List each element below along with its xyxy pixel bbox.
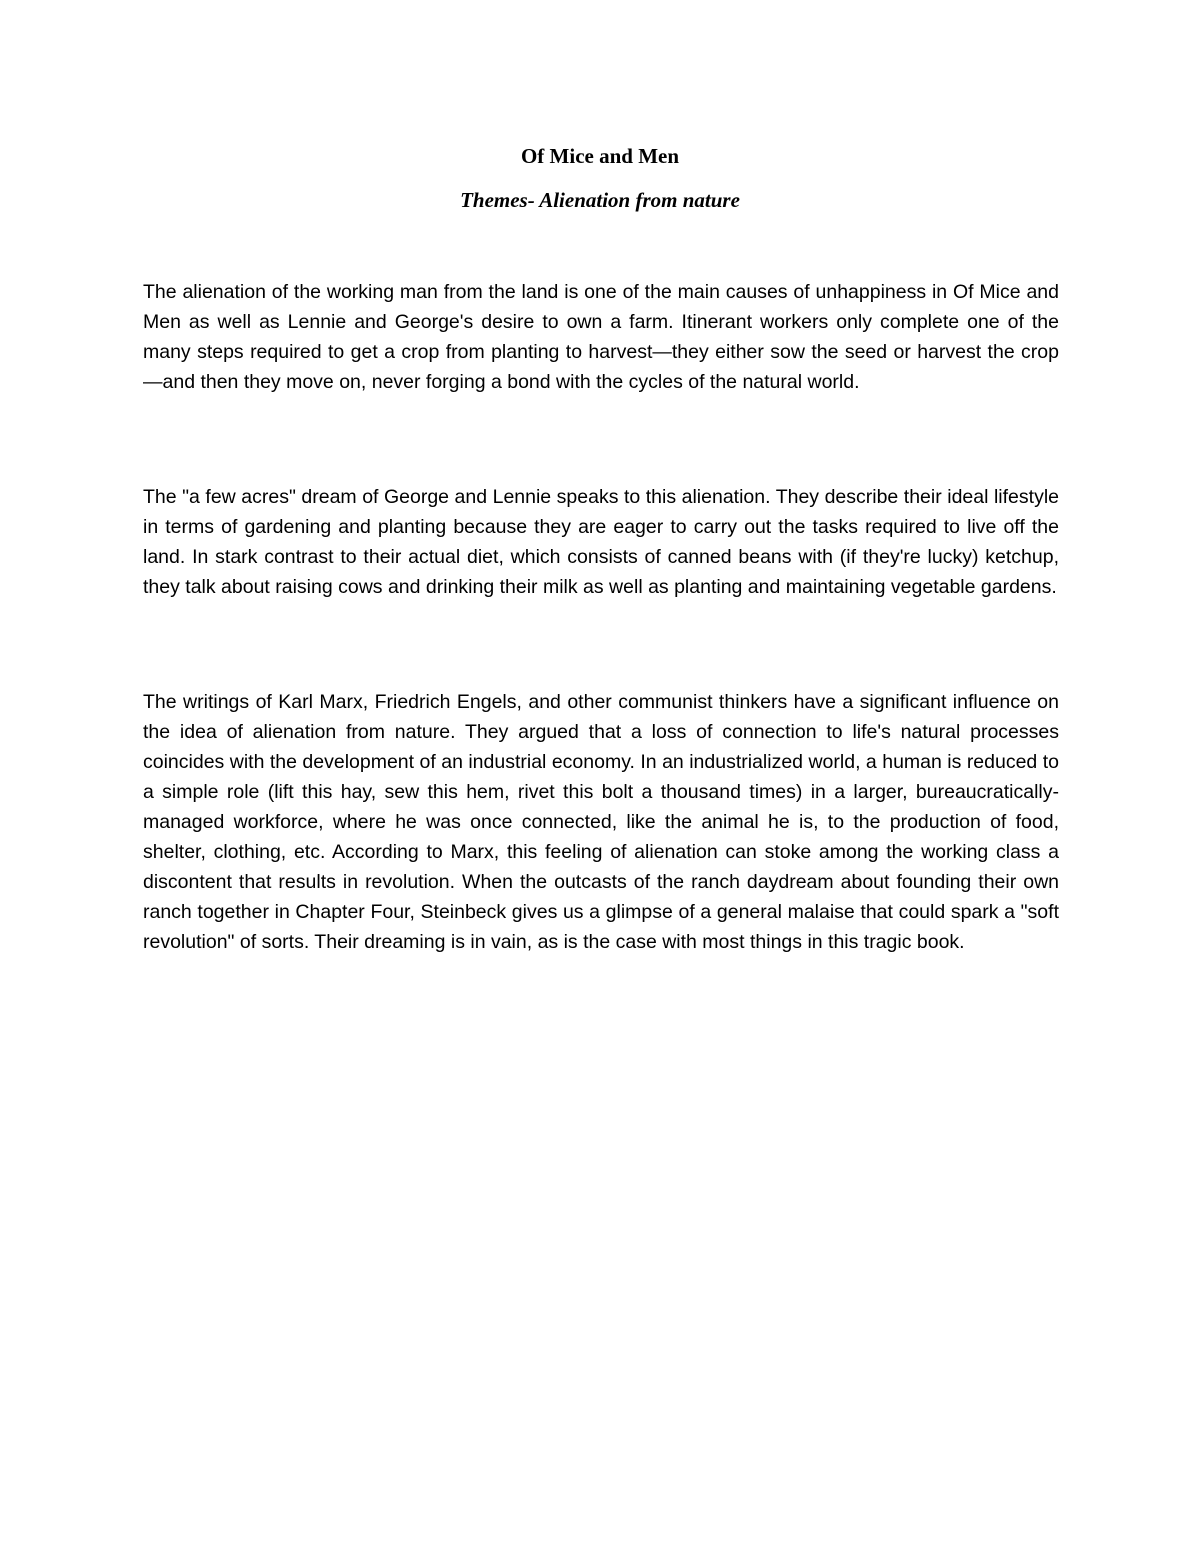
body-paragraph-1: The alienation of the working man from the land is one of the main causes of unhappiness in Of Mice and Men as well as Lennie and George's desire to own a farm. Itinerant workers only complete one of the many steps required to get a crop from planting to harvest—they either sow the seed or harvest the crop—and then they move on, never forging a bond with the cycles of the natural world. bbox=[143, 281, 1059, 393]
body-paragraph-3: The writings of Karl Marx, Friedrich Engels, and other communist thinkers have a significant influence on the idea of alienation from nature. They argued that a loss of connection to life's natural processes coincides with the development of an industrial economy. In an industrialized world, a human is reduced to a simple role (lift this hay, sew this hem, rivet this bolt a thousand times) in a larger, bureaucratically-managed workforce, where he was once connected, like the animal he is, to the production of food, shelter, clothing, etc. According to Marx, this feeling of alienation can stoke among the working class a discontent that results in revolution. When the outcasts of the ranch daydream about founding their own ranch together in Chapter Four, Steinbeck gives us a glimpse of a general malaise that could spark a "soft revolution" of sorts. Their dreaming is in vain, as is the case with most things in this tragic book. bbox=[143, 691, 1059, 953]
body-paragraph-2: The "a few acres" dream of George and Lennie speaks to this alienation. They describe their ideal lifestyle in terms of gardening and planting because they are eager to carry out the tasks required to live off the land. In stark contrast to their actual diet, which consists of canned beans with (if they're lucky) ketchup, they talk about raising cows and drinking their milk as well as planting and maintaining vegetable gardens. bbox=[143, 486, 1059, 598]
document-title: Of Mice and Men bbox=[520, 144, 680, 168]
document-subtitle: Themes- Alienation from nature bbox=[460, 188, 740, 212]
